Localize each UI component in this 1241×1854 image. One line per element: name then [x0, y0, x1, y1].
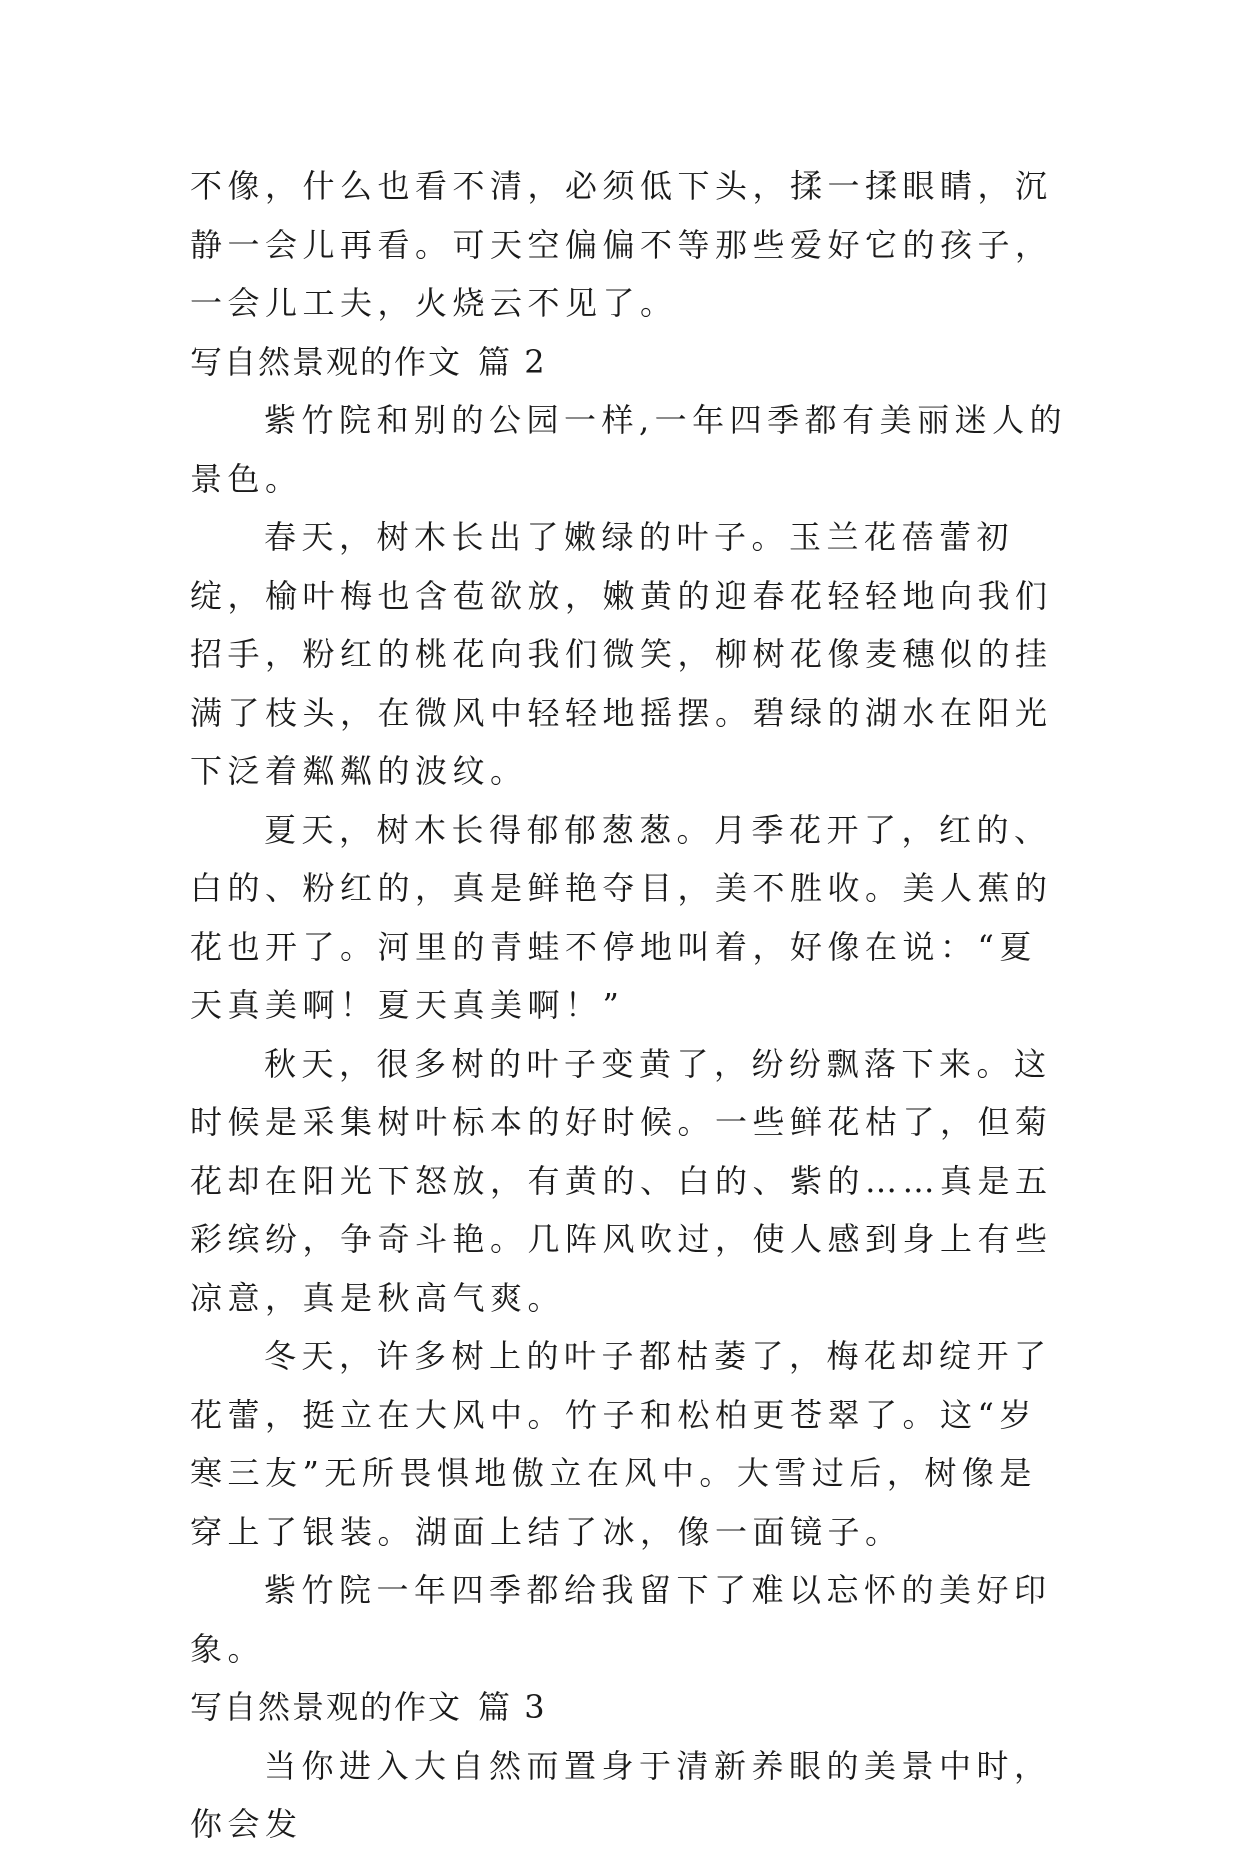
essay-heading	[190, 333, 1070, 392]
continued-paragraph: 不像，什么也看不清，必须低下头，揉一揉眼睛，沉静一会儿再看。可天空偏偏不等那些爱好它的孩子，一会儿工夫，火烧云不见了。	[190, 167, 1053, 322]
paragraph: 冬天，许多树上的叶子都枯萎了，梅花却绽开了花蕾，挺立在大风中。竹子和松柏更苍翠了。这“岁寒三友”无所畏惧地傲立在风中。大雪过后，树像是穿上了银装。湖面上结了冰，像一面镜子。	[190, 1337, 1052, 1551]
essay-heading-title: 写自然景观的作文	[190, 342, 463, 381]
paragraph: 春天，树木长出了嫩绿的叶子。玉兰花蓓蕾初绽，榆叶梅也含苞欲放，嫩黄的迎春花轻轻地向我们招手，粉红的桃花向我们微笑，柳树花像麦穗似的挂满了枝头，在微风中轻轻地摇摆。碧绿的湖水在阳光下泛着粼粼的波纹。	[190, 518, 1053, 790]
paragraph: 紫竹院和别的公园一样,一年四季都有美丽迷人的景色。	[190, 401, 1068, 498]
essay-heading	[190, 1678, 1070, 1737]
paragraph: 夏天，树木长得郁郁葱葱。月季花开了，红的、白的、粉红的，真是鲜艳夺目，美不胜收。美人蕉的花也开了。河里的青蛙不停地叫着，好像在说：“夏天真美啊！夏天真美啊！”	[190, 810, 1053, 1024]
essay-heading-title: 写自然景观的作文	[190, 1688, 463, 1726]
paragraph: 当你进入大自然而置身于清新养眼的美景中时，你会发	[190, 1746, 1052, 1843]
paragraph: 秋天，很多树的叶子变黄了，纷纷飘落下来。这时候是采集树叶标本的好时候。一些鲜花枯了，但菊花却在阳光下怒放，有黄的、白的、紫的……真是五彩缤纷，争奇斗艳。几阵风吹过，使人感到身上有些凉意，真是秋高气爽。	[190, 1044, 1053, 1317]
essay-heading-number: 篇 3	[478, 1688, 547, 1726]
essay-heading-number: 篇 2	[478, 342, 547, 381]
document-body	[190, 157, 1070, 1854]
paragraph: 紫竹院一年四季都给我留下了难以忘怀的美好印象。	[190, 1571, 1052, 1668]
